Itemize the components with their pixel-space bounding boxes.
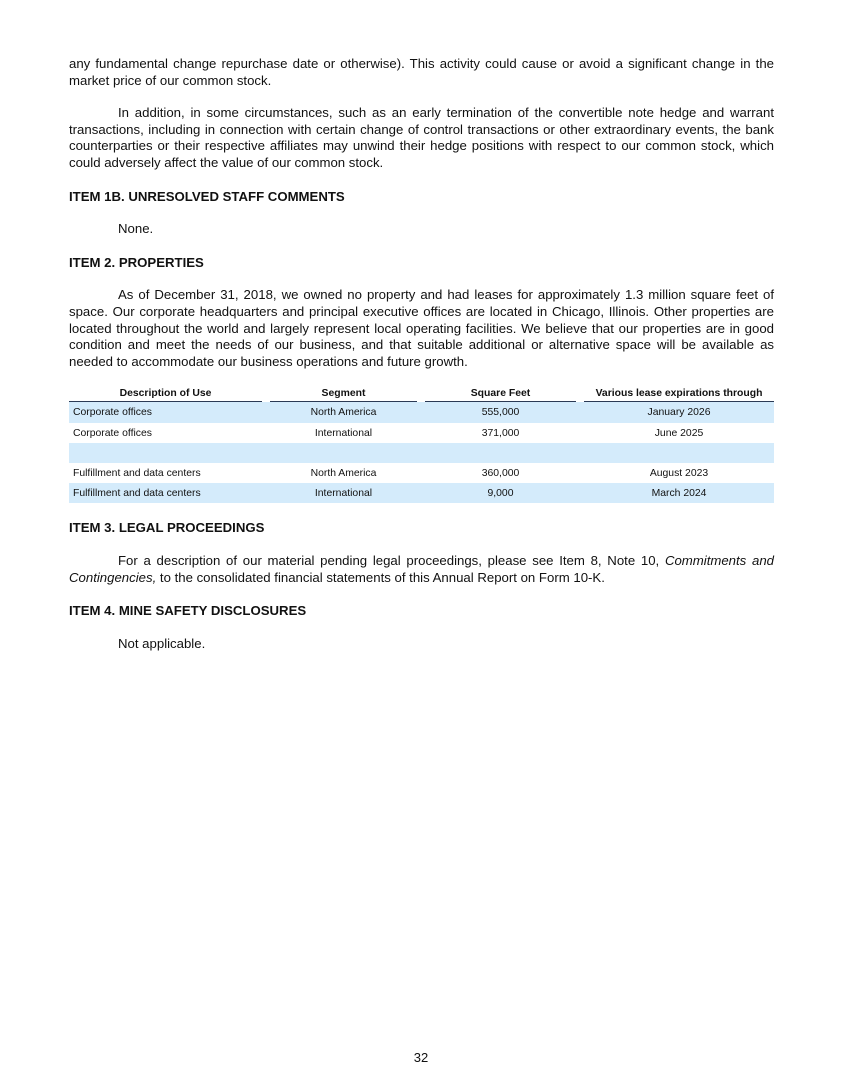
cell-square-feet: 360,000: [481, 467, 520, 479]
cell-expiration: June 2025: [654, 427, 704, 439]
item-3-heading: ITEM 3. LEGAL PROCEEDINGS: [69, 520, 265, 536]
item-3-text: For a description of our material pending legal proceedings, please see Item 8, Note 10, Commitments and Contingencies, to the consolidated financial statements of this Annual Report on Form 10-K.: [69, 552, 774, 585]
cell-square-feet: 9,000: [425, 483, 576, 503]
table-row: [69, 443, 774, 463]
table-row: [69, 402, 774, 423]
cell-description: Fulfillment and data centers: [69, 483, 262, 503]
cell-segment: International: [314, 427, 373, 439]
column-header-lease-expiration: Various lease expirations through: [584, 384, 774, 402]
cell-description: [69, 443, 262, 463]
table-header-row: [69, 384, 774, 402]
continued-paragraph: any fundamental change repurchase date or otherwise). This activity could cause or avoid a significant change in the market price of our common stock.: [69, 56, 774, 88]
document-page: [69, 56, 774, 652]
cell-segment: International: [270, 483, 417, 503]
cell-square-feet: 555,000: [425, 402, 576, 423]
table-row: [69, 423, 774, 443]
note-title-italic: Commitments and Contingencies,: [69, 552, 774, 585]
cell-expiration: January 2026: [584, 402, 774, 423]
table-row: [69, 483, 774, 503]
table-row: [69, 463, 774, 483]
cell-expiration: [584, 443, 774, 463]
cell-segment: [270, 443, 417, 463]
column-header-segment: Segment: [270, 384, 417, 402]
item-2-text: As of December 31, 2018, we owned no property and had leases for approximately 1.3 million square feet of space. Our corporate headquarters and principal executive offices are located in Chicago, Illinois. Other properties are located throughout the world and largely represent local operating facilities. We believe that our properties are in good condition and meet the needs of our business, and that suitable additional or alternative space will be available as needed to accommodate our business operations and future growth.: [69, 287, 774, 369]
cell-segment: North America: [310, 467, 377, 479]
item-4-heading: ITEM 4. MINE SAFETY DISCLOSURES: [69, 603, 307, 619]
column-header-description: Description of Use: [69, 384, 262, 402]
hedge-paragraph: In addition, in some circumstances, such as an early termination of the convertible note hedge and warrant transactions, including in connection with certain change of control transactions or other extraordinary events, the bank counterparties or their respective affiliates may unwind their hedge positions with respect to our common stock, which could adversely affect the value of our common stock.: [69, 105, 774, 170]
item-1b-text: None.: [118, 221, 154, 237]
column-header-square-feet: Square Feet: [425, 384, 576, 402]
cell-expiration: August 2023: [649, 467, 709, 479]
cell-expiration: March 2024: [584, 483, 774, 503]
item-1b-heading: ITEM 1B. UNRESOLVED STAFF COMMENTS: [69, 188, 345, 204]
page-number: 32: [413, 1050, 429, 1065]
cell-segment: North America: [270, 402, 417, 423]
cell-description: Fulfillment and data centers: [73, 467, 201, 479]
item-4-text: Not applicable.: [118, 635, 206, 651]
cell-description: Corporate offices: [73, 427, 152, 439]
cell-square-feet: [425, 443, 576, 463]
properties-table: [69, 384, 774, 503]
cell-square-feet: 371,000: [481, 427, 520, 439]
cell-description: Corporate offices: [69, 402, 262, 423]
item-2-heading: ITEM 2. PROPERTIES: [69, 254, 204, 270]
